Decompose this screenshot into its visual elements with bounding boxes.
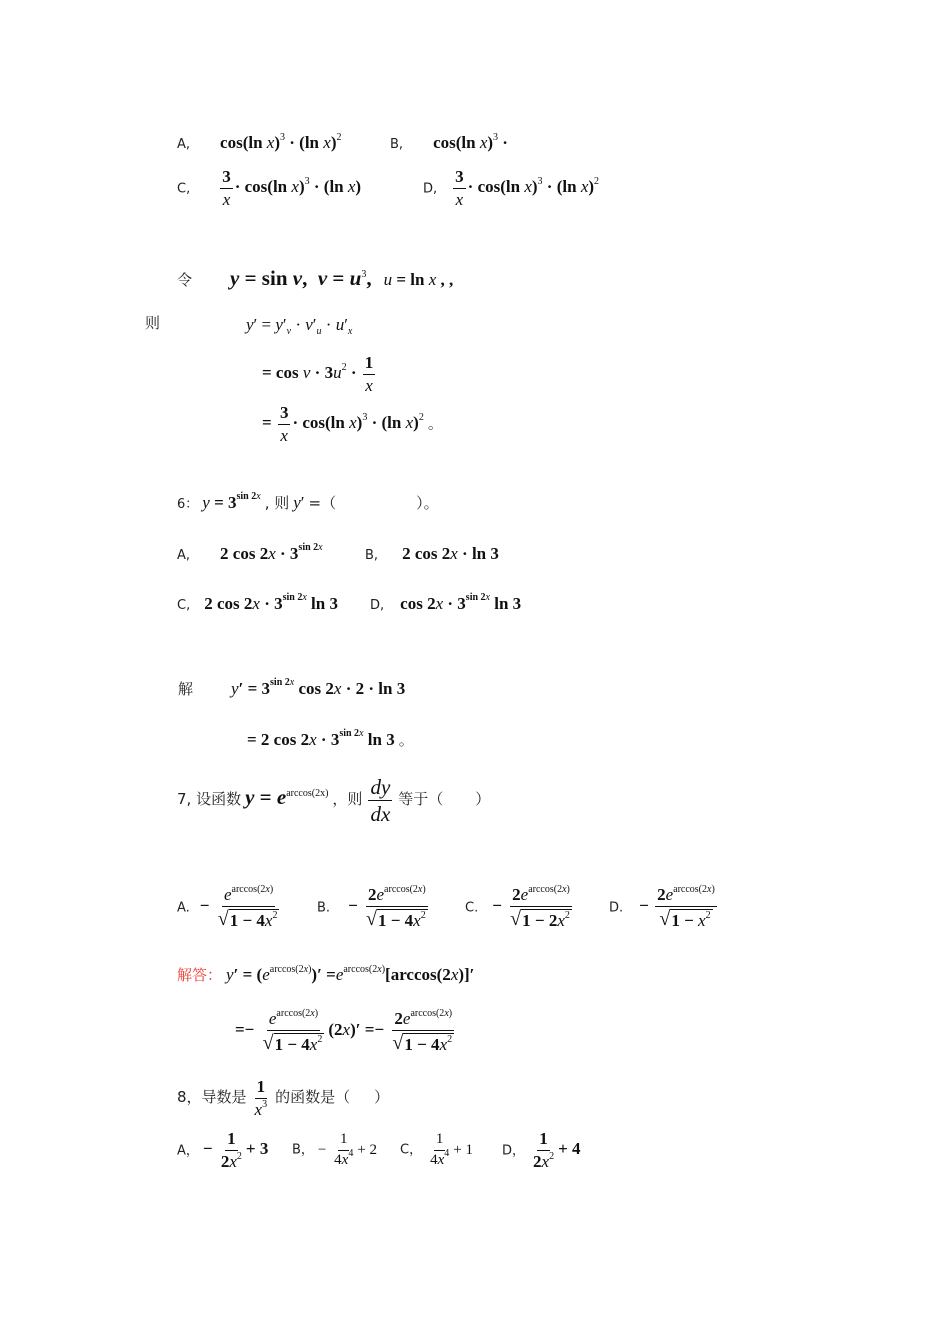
q8-option-a: A， − $\frac{1}{2x^2}$ + 3 <box>177 1129 269 1171</box>
q5-substitution: 令 y = sin v, $v = u^3$, u = ln x , , <box>177 266 454 290</box>
ze-text: 则 <box>145 314 161 332</box>
option-label: B. <box>317 900 331 916</box>
question-number: 8，导数是 <box>177 1088 247 1107</box>
option-label: C, <box>177 181 191 197</box>
q5-step-3: = $\frac{3}{x}$ · cos(ln x)$^3$ · (ln x)$^2$ 。 <box>262 403 443 445</box>
q5-option-d: D, $\frac{3}{x}$ · cos(ln x)$^3$ · (ln x)$^2$ <box>423 167 600 209</box>
jie-text: 解 <box>178 680 194 698</box>
q8-option-c: C， $\frac{1}{4x^4}$ + 1 <box>400 1131 473 1168</box>
q6-mid: , 则 <box>264 494 290 512</box>
option-label: D, <box>423 181 438 197</box>
q7-option-d: D. − $2e^{arccos(2x)}$ √ $1 - x^2$ <box>609 884 715 930</box>
q6-option-a: A, 2 $\cos 2x \cdot 3^{sin 2x}$ <box>177 542 323 563</box>
option-label: D, <box>370 598 385 613</box>
q7-ze: ，则 <box>332 790 363 809</box>
end-mark: 。 <box>427 414 443 433</box>
ling-text: 令 <box>177 271 193 289</box>
q6-question: 6： $y = 3^{sin 2x}$ , 则 y′ =（ ）。 <box>177 491 439 512</box>
q6-solution-1: 解 $y' = 3^{sin 2x}$ cos 2x · 2 · ln 3 <box>178 677 406 698</box>
q6-option-c: C, 2 $\cos 2x \cdot 3^{sin 2x}$ ln 3 <box>177 592 338 613</box>
option-label: D. <box>609 900 624 916</box>
q5-ze <box>145 316 160 332</box>
q7-exponent: arccos(2x) <box>286 788 329 800</box>
q8-question: 8，导数是 $\frac{1}{x^3}$ 的函数是（ ） <box>177 1077 390 1119</box>
option-label: C， <box>400 1142 423 1158</box>
q6-option-b: B, 2 cos 2x · ln 3 <box>365 544 499 563</box>
option-label: C. <box>465 900 479 916</box>
option-label: A， <box>177 1143 199 1159</box>
option-label: A, <box>177 548 191 563</box>
question-number: 6： <box>177 497 199 512</box>
q7-question: 7, 设函数 $y = e^{arccos(2x)}$ ，则 $\frac{dy}{dx}$ 等于（ ） <box>177 775 491 827</box>
q7-answer-2: =− $e^{arccos(2x)}$ √ $1 - 4x^2$ (2x)′ =− $2e^{arccos(2x)}$ √ $1 - 4x^2$ <box>235 1008 453 1054</box>
q6-paren: =（ <box>308 494 337 512</box>
q7-dengyu: 等于（ <box>398 790 444 809</box>
q7-option-c: C. − $2e^{arccos(2x)}$ √ $1 - 2x^2$ <box>465 884 570 930</box>
q7-close: ） <box>475 790 491 809</box>
option-label: B, <box>390 137 404 152</box>
option-label: C, <box>177 598 191 613</box>
q8-option-d: D， $\frac{1}{2x^2}$ + 4 <box>502 1129 581 1171</box>
q5-option-b: B, cos(ln x)$^3$ · <box>390 132 508 152</box>
q6-option-d: D, $\cos 2x \cdot 3^{sin 2x}$ ln 3 <box>370 592 522 613</box>
option-label: B, <box>365 548 379 563</box>
question-number: 7, 设函数 <box>177 790 242 809</box>
q5-option-a: A, cos(ln x)$^3$ · (ln x)$^2$ <box>177 132 342 152</box>
option-label: A, <box>177 137 191 152</box>
q8-close: ） <box>374 1088 390 1107</box>
q7-option-b: B. − $2e^{arccos(2x)}$ √ $1 - 4x^2$ <box>317 884 426 930</box>
option-label: A. <box>177 900 190 916</box>
q8-option-b: B， − $\frac{1}{4x^4}$ + 2 <box>292 1131 378 1168</box>
q6-close: ）。 <box>416 494 439 512</box>
q7-answer-1: 解答： $y' = (e^{arccos(2x)})' =e^{arccos(2x)}[\arccos(2x)]'$ <box>177 964 475 984</box>
q5-option-c: C, $\frac{3}{x}$ · cos(ln x)$^3$ · (ln x) <box>177 167 362 209</box>
option-label: D， <box>502 1143 526 1159</box>
end-mark: 。 <box>398 731 414 749</box>
answer-label: 解答： <box>177 966 223 984</box>
q5-chain-rule: $y' = y'_v \cdot v'_u \cdot u'_x$ <box>246 315 353 337</box>
q7-option-a: A. − $e^{arccos(2x)}$ √ $1 - 4x^2$ <box>177 884 278 930</box>
option-label: B， <box>292 1142 314 1158</box>
q5-step-2: = $\cos v \cdot 3u^2$ · $\frac{1}{x}$ <box>262 353 374 395</box>
q6-solution-2: = 2 $\cos 2x \cdot 3^{sin 2x}$ ln 3 。 <box>247 728 414 749</box>
q8-rest: 的函数是（ <box>275 1088 351 1107</box>
